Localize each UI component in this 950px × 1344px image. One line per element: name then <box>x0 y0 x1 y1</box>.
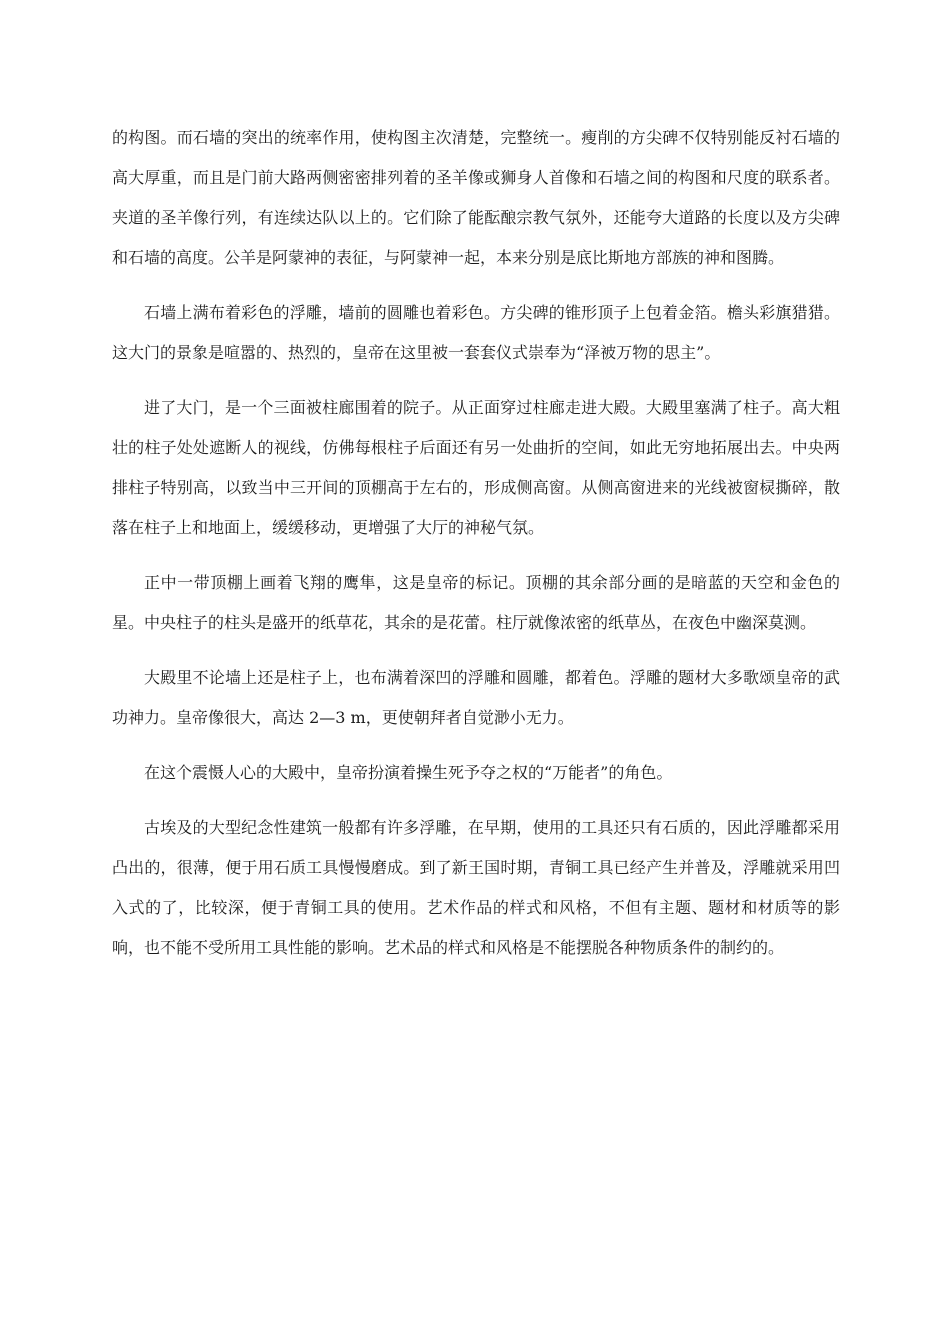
paragraph: 在这个震慑人心的大殿中，皇帝扮演着操生死予夺之权的“万能者”的角色。 <box>144 763 673 782</box>
paragraph: 正中一带顶棚上画着飞翔的鹰隼，这是皇帝的标记。顶棚的其余部分画的是暗蓝的天空和金色的星。中央柱子的柱头是盛开的纸草花，其余的是花蕾。柱厅就像浓密的纸草丛，在夜色中幽深莫测。 <box>112 573 840 632</box>
paragraph: 古埃及的大型纪念性建筑一般都有许多浮雕，在早期，使用的工具还只有石质的，因此浮雕都采用凸出的，很薄，便于用石质工具慢慢磨成。到了新王国时期，青铜工具已经产生并普及，浮雕就采用凹入式的了，比较深，便于青铜工具的使用。艺术作品的样式和风格，不但有主题、题材和材质等的影响，也不能不受所用工具性能的影响。艺术品的样式和风格是不能摆脱各种物质条件的制约的。 <box>112 818 840 957</box>
paragraph-continued: 的构图。而石墙的突出的统率作用，使构图主次清楚，完整统一。瘦削的方尖碑不仅特别能反衬石墙的高大厚重，而且是门前大路两侧密密排列着的圣羊像或狮身人首像和石墙之间的构图和尺度的联系者。夹道的圣羊像行列，有连续达队以上的。它们除了能酝酿宗教气氛外，还能夸大道路的长度以及方尖碑和石墙的高度。公羊是阿蒙神的表征，与阿蒙神一起，本来分别是底比斯地方部族的神和图腾。 <box>112 128 840 267</box>
paragraph: 大殿里不论墙上还是柱子上，也布满着深凹的浮雕和圆雕，都着色。浮雕的题材大多歌颂皇帝的武功神力。皇帝像很大，高达 2—3 m，更使朝拜者自觉渺小无力。 <box>112 668 840 727</box>
paragraph: 进了大门，是一个三面被柱廊围着的院子。从正面穿过柱廊走进大殿。大殿里塞满了柱子。高大粗壮的柱子处处遮断人的视线，仿佛每根柱子后面还有另一处曲折的空间，如此无穷地拓展出去。中央两排柱子特别高，以致当中三开间的顶棚高于左右的，形成侧高窗。从侧高窗进来的光线被窗棂撕碎，散落在柱子上和地面上，缓缓移动，更增强了大厅的神秘气氛。 <box>112 398 840 537</box>
document-body <box>112 118 840 983</box>
paragraph: 石墙上满布着彩色的浮雕，墙前的圆雕也着彩色。方尖碑的锥形顶子上包着金箔。檐头彩旗猎猎。这大门的景象是喧嚣的、热烈的，皇帝在这里被一套套仪式崇奉为“泽被万物的思主”。 <box>112 303 840 362</box>
